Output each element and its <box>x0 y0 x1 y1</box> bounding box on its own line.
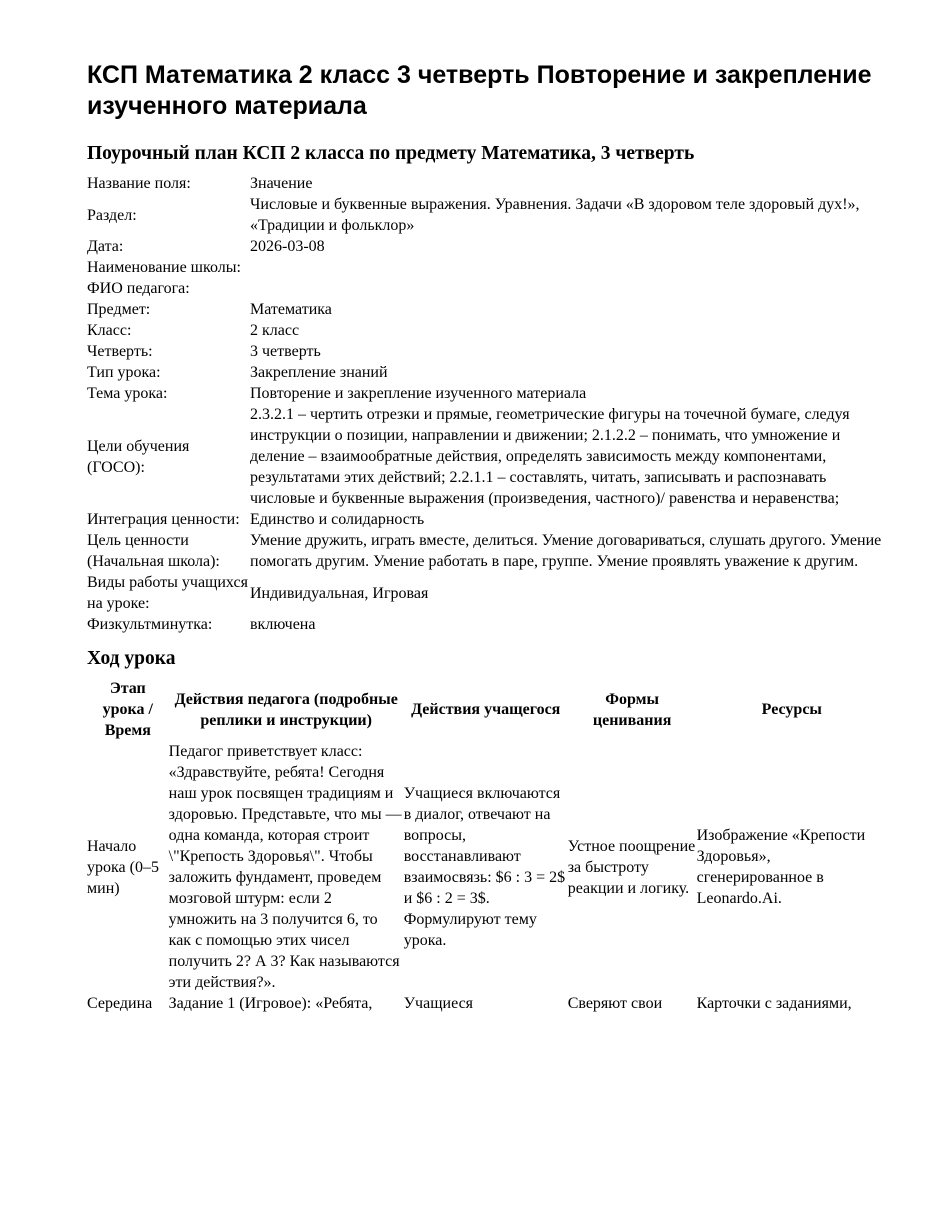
col-teacher-header: Действия педагога (подробные реплики и инструкции) <box>174 690 398 729</box>
meta-row <box>87 530 887 572</box>
student-cell: Учащиеся включаются в диалог, отвечают на вопросы, восстанавливают взаимосвязь: $6 : 3 = 2$ и $6 : 2 = 3$. Формулируют тему урока. <box>403 785 566 949</box>
meta-row <box>87 509 887 530</box>
meta-field-value: 3 четверть <box>250 343 321 360</box>
meta-row <box>87 572 887 614</box>
col-resources-header: Ресурсы <box>761 701 822 718</box>
meta-field-value <box>250 278 887 299</box>
meta-row <box>87 404 887 509</box>
page-title: КСП Математика 2 класс 3 четверть Повторение и закрепление изученного материала <box>87 61 872 120</box>
meta-row <box>87 236 887 257</box>
meta-field-value: Значение <box>250 175 313 192</box>
meta-field-label: Название поля: <box>87 175 191 192</box>
meta-field-value: Закрепление знаний <box>250 364 388 381</box>
meta-field-label: Цель ценности (Начальная школа): <box>87 532 220 570</box>
student-cell: Учащиеся <box>403 995 474 1012</box>
meta-field-label: Предмет: <box>87 301 151 318</box>
col-student-header: Действия учащегося <box>411 701 561 718</box>
meta-row <box>87 341 887 362</box>
meta-field-value: Умение дружить, играть вместе, делиться. Умение договариваться, слушать другого. Умение помогать другим. Умение работать в паре, группе. Умение проявлять уважение к другим. <box>250 532 882 570</box>
meta-field-label: ФИО педагога: <box>87 280 190 297</box>
meta-row <box>87 257 887 278</box>
meta-field-value: Единство и солидарность <box>250 511 425 528</box>
meta-row <box>87 320 887 341</box>
resources-cell: Карточки с заданиями, <box>696 995 852 1012</box>
meta-field-label: Тема урока: <box>87 385 168 402</box>
col-assessment-header: Формы ценивания <box>592 690 672 729</box>
document <box>87 60 887 1014</box>
teacher-cell: Задание 1 (Игровое): «Ребята, <box>168 995 373 1012</box>
meta-field-value: включена <box>250 616 316 633</box>
meta-row <box>87 383 887 404</box>
meta-field-value: Числовые и буквенные выражения. Уравнения. Задачи «В здоровом теле здоровый дух!», «Традиции и фольклор» <box>250 196 860 234</box>
meta-row <box>87 299 887 320</box>
assessment-cell: Устное поощрение за быстроту реакции и логику. <box>567 837 696 897</box>
meta-row <box>87 194 887 236</box>
table-row <box>87 741 887 993</box>
resources-cell: Изображение «Крепости Здоровья», сгенерированное в Leonardo.Ai. <box>696 827 866 907</box>
meta-field-label: Класс: <box>87 322 132 339</box>
meta-field-label: Физкультминутка: <box>87 616 213 633</box>
meta-field-value <box>250 257 887 278</box>
teacher-cell: Педагог приветствует класс: «Здравствуйте, ребята! Сегодня наш урок посвящен традициям и здоровью. Представьте, что мы — одна команда, которая строит \"Крепость Здоровья\". Чтобы заложить фундамент, проведем мозговой штурм: если 2 умножить на 3 получится 6, то как с помощью этих чисел получить 2? А 3? Как называются эти действия?». <box>168 743 402 991</box>
lesson-heading: Ход урока <box>87 648 176 669</box>
meta-field-value: Повторение и закрепление изученного материала <box>250 385 587 402</box>
lesson-table <box>87 678 887 1014</box>
meta-field-value: 2026-03-08 <box>250 238 325 255</box>
stage-cell: Начало урока (0–5 мин) <box>87 837 159 897</box>
meta-field-label: Виды работы учащихся на уроке: <box>87 574 248 612</box>
meta-field-value: 2 класс <box>250 322 300 339</box>
meta-row <box>87 614 887 635</box>
lesson-header-row <box>87 678 887 741</box>
assessment-cell: Сверяют свои <box>567 995 663 1012</box>
meta-row <box>87 278 887 299</box>
meta-field-label: Наименование школы: <box>87 259 241 276</box>
stage-cell: Середина <box>87 995 153 1012</box>
meta-field-label: Четверть: <box>87 343 153 360</box>
meta-field-value: Индивидуальная, Игровая <box>250 584 429 602</box>
table-row <box>87 993 887 1014</box>
plan-subtitle: Поурочный план КСП 2 класса по предмету Математика, 3 четверть <box>87 143 695 164</box>
meta-field-value: Математика <box>250 301 332 318</box>
meta-table <box>87 173 887 635</box>
meta-row <box>87 362 887 383</box>
col-stage-header: Этап урока / Время <box>102 680 153 739</box>
meta-field-value: 2.3.2.1 – чертить отрезки и прямые, геометрические фигуры на точечной бумаге, следуя инструкции о позиции, направлении и движении; 2.1.2.2 – понимать, что умножение и деление – взаимообратные действия, определять зависимость между компонентами, результатами этих действий; 2.2.1.1 – составлять, читать, записывать и распознавать числовые и буквенные выражения (произведения, частного)/ равенства и неравенства; <box>250 406 850 507</box>
meta-field-label: Интеграция ценности: <box>87 511 240 528</box>
meta-row <box>87 173 887 194</box>
meta-field-label: Дата: <box>87 238 124 255</box>
meta-field-label: Тип урока: <box>87 364 161 381</box>
meta-field-label: Раздел: <box>87 206 137 224</box>
meta-field-label: Цели обучения (ГОСО): <box>87 437 190 476</box>
